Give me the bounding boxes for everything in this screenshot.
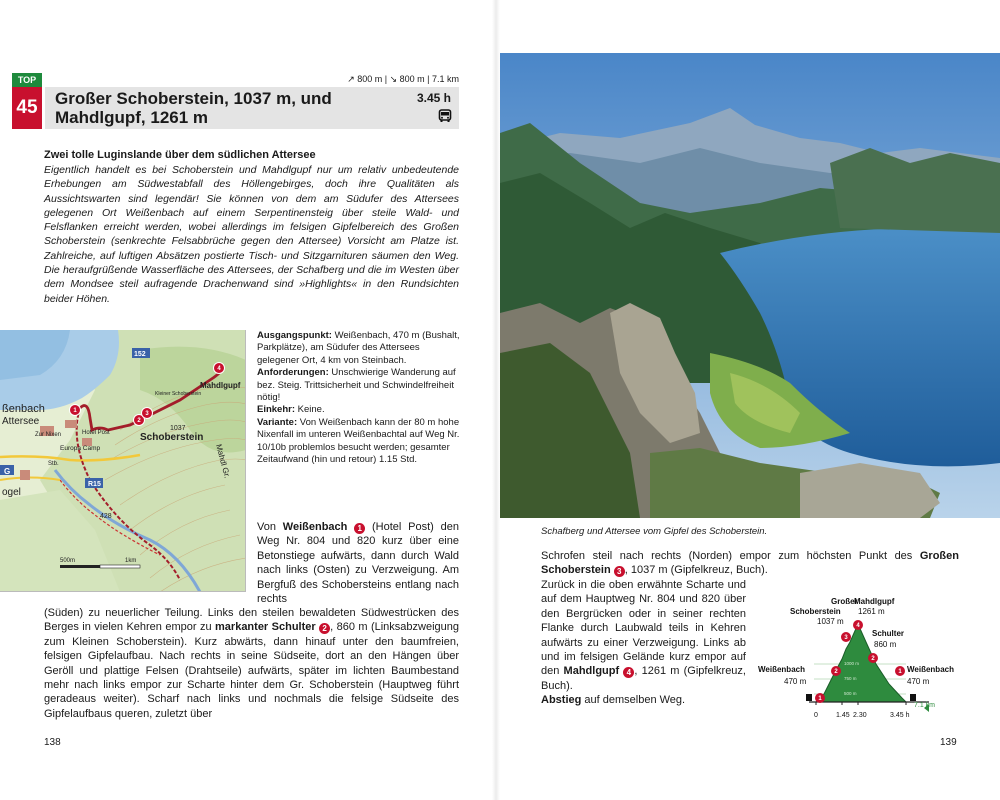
place-mahdlgupf: Mahdlgupf (563, 665, 620, 678)
body-text: Zurück in die oben erwähnte Scharte und auf dem Hauptweg Nr. 804 und 820 über den Bergrücken oder in seiner rechten Flanke durch Laubwald teils in Kehren aufwärts zu einer Verzweigung. Links ab und im felsigen Gelände kurz empor auf den (541, 579, 746, 678)
body-text: (Süden) zu neuerlicher Teilung. Links den steilen bewaldeten Südwestrücken des Berges in vielen Kehren empor zu (44, 607, 459, 634)
route-marker-1: 1 (354, 523, 365, 534)
map-label-stb: Stb. (48, 461, 59, 467)
info-req-text: Unschwierige Wanderung auf bez. Steig. Trittsicherheit und Schwindelfreiheit nötig! (257, 367, 456, 404)
title-bar (45, 87, 459, 129)
landscape-photo (500, 53, 1000, 518)
body-text: Schrofen steil nach rechts (Norden) empor zum höchsten Punkt des (541, 550, 920, 562)
map-label-europa-camp: Europa Camp (60, 445, 101, 452)
map-label-attersee: Attersee (2, 416, 40, 427)
body-text: , 860 m (Linksabzweigung zum Kleinen Schoberstein). Kurz abwärts, dann hinauf unter den baumfreien, felsigen Gipfelaufbau. Nach rechts in seine Südseite, dort an den Hängen über Geröll und plattige Felsen (Drahtseile) aufwärts, später im lichten Baumbestand mehr nach links empor zur Scharte hinter dem Gr. Schoberstein (Hauptweg führt geradeaus weiter). Scharf nach links und nochmals die felsige Südseite des Gipfelaufbaus queren, zuletzt über (44, 621, 460, 720)
info-stop-label: Einkehr: (257, 404, 296, 416)
info-variant (257, 417, 464, 467)
profile-grid-500: 500 m (844, 691, 857, 696)
tour-stats: ↗ 800 m | ↘ 800 m | 7.1 km (347, 74, 459, 84)
descent-label: Abstieg (541, 694, 582, 707)
svg-text:2: 2 (834, 669, 838, 675)
info-req-label: Anforderungen: (257, 367, 329, 379)
map-label-zur-nixen: Zur Nixen (35, 432, 62, 438)
map-label-scale-500: 500m (60, 558, 76, 564)
tour-number-badge: 45 (12, 87, 42, 129)
bus-icon (438, 109, 452, 123)
map-label-mahdl-gr: Mahdl Gr. (214, 443, 232, 480)
info-start-label: Ausgangspunkt: (257, 330, 332, 341)
map-label-kleiner: Kleiner Schoberstein (155, 391, 202, 397)
profile-x-3: 3.45 h (890, 712, 910, 719)
info-var-label: Variante: (257, 416, 298, 428)
map-label-g: G (4, 467, 11, 476)
map-label-elev-1037: 1037 (170, 425, 186, 432)
intro-text: Eigentlich handelt es bei Schoberstein und Mahdlgupf nur um relativ unbedeutende Erhebungen am Südwestabfall des Höllengebirges, doch ihre Qualitäten als Aussichtswarten sind legendär! Sie können von dem am Südufer des Attersees gelegenen Ort Weißenbach auf einem Serpentinensteig über steile Wald- und Felsflanken erreicht werden, wobei allerdings im felsigen Gipfelbereich des Großen Schoberstein (senkrechte Felsabbrüche gegen den Attersee) Vorsicht am Platze ist. Zahlreiche, auf luftigen Absätzen postierte Tisch- und Sitzgarnituren säumen den Weg. Die heraufgrüßende Wasserfläche des Attersees, der Schafberg und die im Westen über dem Mondsee steil aufragende Drachenwand sind »Highlights« in den Rundsichten beider Höhen. (44, 164, 459, 305)
map-label-schoberstein: Schoberstein (140, 432, 204, 443)
body-left-column (257, 520, 459, 606)
svg-text:1: 1 (898, 669, 902, 675)
svg-text:4: 4 (856, 623, 860, 629)
page-number-left: 138 (44, 737, 61, 748)
svg-text:3: 3 (844, 635, 848, 641)
profile-elev-860: 860 m (874, 640, 897, 649)
profile-elev-470-left: 470 m (784, 677, 807, 686)
map-label-weissenbach: ßenbach (2, 403, 45, 415)
profile-label-schulter: Schulter (872, 629, 905, 638)
map-label-ogel: ogel (2, 487, 21, 498)
profile-elev-1037: 1037 m (817, 617, 844, 626)
body-text: , 1261 m (Gipfelkreuz, Buch). (541, 665, 746, 692)
info-start-text: Weißenbach, 470 m (Bushalt, Parkplätze), am Südufer des Attersees gelegener Ort, 4 km von Steinbach. (257, 330, 460, 366)
route-marker-3: 3 (614, 566, 625, 577)
info-start (257, 330, 464, 367)
map-marker-label: 2 (137, 418, 141, 424)
tour-duration: 3.45 h (416, 91, 451, 105)
body-left-paragraph (44, 606, 459, 721)
map-label-hotel-post: Hotel Post (82, 430, 110, 436)
svg-text:1: 1 (818, 696, 822, 702)
profile-label-weissenbach-left: Weißenbach (758, 665, 805, 674)
profile-x-0: 0 (814, 712, 818, 719)
map-marker-label: 1 (73, 408, 77, 414)
body-text: , 1037 m (Gipfelkreuz, Buch). (624, 564, 768, 577)
map-label-mahdlgupf: Mahdlgupf (200, 381, 241, 390)
tour-subtitle: Zwei tolle Luginslande über dem südlichen Attersee (44, 149, 316, 161)
info-stop (257, 404, 464, 416)
profile-label-mahdlgupf: Mahdlgupf (854, 597, 895, 606)
info-var-text: Von Weißenbach kann der 80 m hohe Nixenfall im unteren Weißenbachtal auf Weg Nr. 10/10b problemlos besucht werden; gesamter Zeitaufwand (hin und retour) 1.15 Std. (257, 416, 460, 466)
photo-graphic (500, 53, 1000, 518)
body-text: Von (257, 521, 283, 533)
body-text: auf demselben Weg. (581, 694, 686, 707)
route-map (0, 330, 246, 592)
svg-text:2: 2 (871, 656, 875, 662)
profile-grid-1000: 1000 m (844, 661, 860, 666)
profile-label-schoberstein: Schoberstein (790, 607, 841, 616)
elevation-profile (754, 594, 969, 724)
profile-distance: 7.1 km (914, 702, 936, 709)
map-label-elev-428: 428 (100, 513, 112, 520)
profile-grid-750: 750 m (844, 676, 857, 681)
info-block (257, 330, 464, 466)
profile-elev-1261: 1261 m (858, 607, 885, 616)
profile-elev-470-right: 470 m (907, 677, 930, 686)
place-schulter: markanter Schulter (215, 621, 316, 634)
photo-caption: Schafberg und Attersee vom Gipfel des Schoberstein. (541, 526, 768, 537)
profile-label-weissenbach-right: Weißenbach (907, 665, 954, 674)
profile-x-2: 2.30 (853, 712, 867, 719)
map-marker-label: 3 (145, 411, 149, 417)
profile-label-grosser: Großer (831, 597, 858, 606)
page-number-right: 139 (940, 737, 957, 748)
place-weissenbach: Weißenbach (282, 521, 348, 533)
info-requirements (257, 367, 464, 404)
info-stop-text: Keine. (297, 404, 325, 416)
body-right-intro (541, 549, 959, 578)
body-right-column (541, 578, 746, 708)
body-text: (Hotel Post) den Weg Nr. 804 und 820 kurz über eine Betonstiege aufwärts, dann durch Wald nach links (Osten) zu Verzweigung. Am Bergfuß des Schobersteins entlang nach rechts (257, 521, 459, 606)
page-gutter (492, 0, 500, 800)
map-marker-label: 4 (217, 366, 221, 372)
top-badge: TOP (12, 73, 42, 87)
map-label-route-152: 152 (134, 351, 146, 358)
route-marker-2: 2 (319, 623, 330, 634)
map-label-scale-1: 1km (125, 558, 137, 564)
tour-title: Großer Schoberstein, 1037 m, und Mahdlgupf, 1261 m (55, 89, 332, 127)
map-graphic (0, 330, 246, 592)
map-label-road: R15 (88, 481, 101, 488)
route-marker-4: 4 (623, 667, 634, 678)
place-grosser-schoberstein: Großen Schoberstein (541, 550, 959, 577)
profile-x-1: 1.45 (836, 712, 850, 719)
